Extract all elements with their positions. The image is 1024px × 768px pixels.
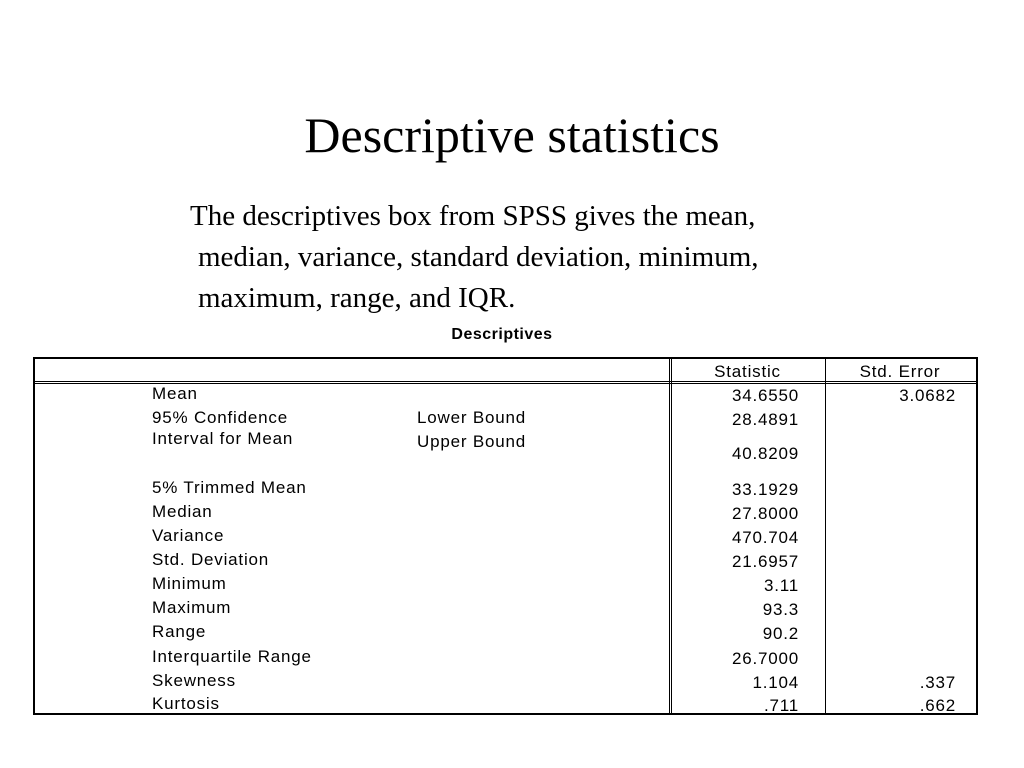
std-error-value: .337 [919, 673, 956, 692]
statistic-value: 34.6550 [731, 386, 799, 405]
row-label: Median [152, 502, 213, 521]
slide-body-text [190, 196, 870, 319]
statistic-value: 1.104 [752, 673, 799, 692]
statistic-value: 21.6957 [731, 552, 799, 571]
column-divider [825, 359, 826, 713]
row-label: Kurtosis [152, 694, 220, 713]
statistic-value: 27.8000 [731, 504, 799, 523]
body-line: maximum, range, and IQR. [198, 282, 516, 314]
row-label: 5% Trimmed Mean [152, 478, 307, 497]
body-line: The descriptives box from SPSS gives the mean, [190, 200, 756, 232]
header-std-error: Std. Error [859, 362, 941, 381]
statistic-value: .711 [763, 696, 799, 715]
statistic-value: 93.3 [762, 600, 799, 619]
row-label: Skewness [152, 671, 236, 690]
header-statistic: Statistic [714, 362, 781, 381]
row-label: Mean [152, 384, 198, 403]
table-caption: Descriptives [451, 326, 553, 343]
row-sublabel: Lower Bound [417, 408, 526, 427]
row-label: Std. Deviation [152, 550, 270, 569]
row-label: Interquartile Range [152, 647, 312, 666]
std-error-value: .662 [919, 696, 956, 715]
column-divider [669, 359, 672, 713]
statistic-value: 3.11 [763, 576, 799, 595]
statistic-value: 33.1929 [731, 480, 799, 499]
row-label: Minimum [152, 574, 227, 593]
row-sublabel: Upper Bound [417, 432, 526, 451]
row-label: Interval for Mean [152, 429, 294, 448]
descriptives-table [33, 357, 978, 715]
statistic-value: 90.2 [762, 624, 799, 643]
statistic-value: 26.7000 [731, 649, 799, 668]
row-label: 95% Confidence [152, 408, 288, 427]
statistic-value: 40.8209 [731, 444, 799, 463]
row-label: Variance [152, 526, 225, 545]
statistic-value: 470.704 [731, 528, 799, 547]
slide-title: Descriptive statistics [304, 107, 720, 163]
row-label: Maximum [152, 598, 232, 617]
body-line: median, variance, standard deviation, minimum, [198, 241, 759, 273]
statistic-value: 28.4891 [731, 410, 799, 429]
row-label: Range [152, 622, 207, 641]
std-error-value: 3.0682 [899, 386, 956, 405]
